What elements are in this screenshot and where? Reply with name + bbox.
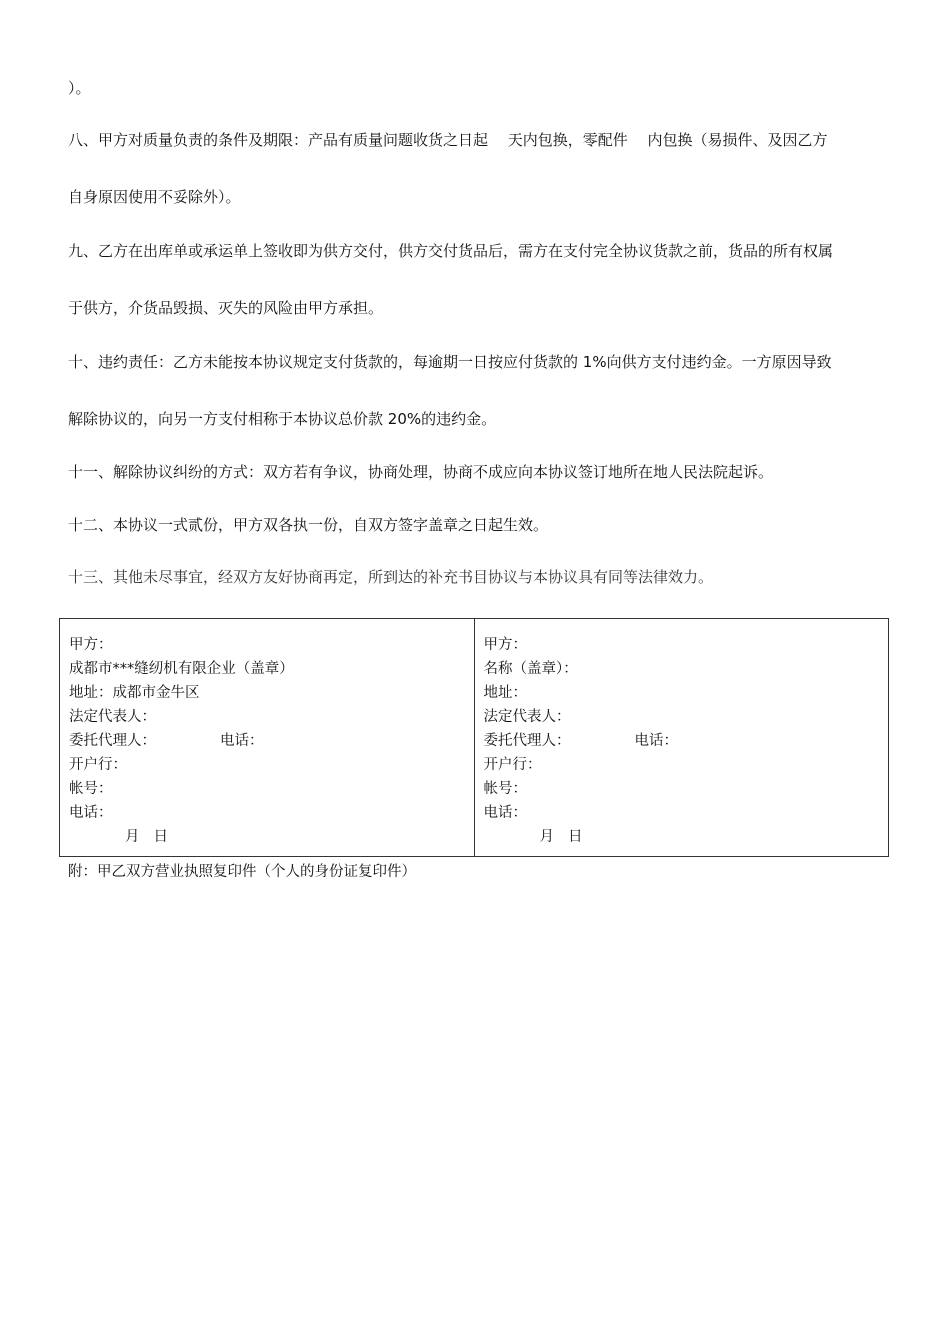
left-month: 月	[125, 829, 140, 845]
left-party-column	[60, 619, 474, 856]
left-phone: 电话：	[69, 805, 113, 821]
right-day: 日	[568, 829, 583, 845]
left-legal-rep: 法定代表人：	[69, 709, 156, 725]
clause-10-line1: 十、违约责任：乙方未能按本协议规定支付货款的，每逾期一日按应付货款的 1%向供方支付违约金。一方原因导致	[68, 353, 832, 371]
right-date	[484, 825, 889, 849]
left-date	[69, 825, 474, 849]
clause-12: 十二、本协议一式贰份，甲方双各执一份，自双方签字盖章之日起生效。	[68, 516, 549, 534]
right-name: 名称（盖章）：	[483, 661, 578, 677]
left-party-label: 甲方：	[69, 637, 113, 653]
left-bank: 开户行：	[69, 757, 127, 773]
right-address: 地址：	[483, 685, 527, 701]
signature-table	[59, 618, 889, 857]
right-agent-row	[484, 729, 889, 753]
clause-11: 十一、解除协议纠纷的方式：双方若有争议，协商处理，协商不成应向本协议签订地所在地人民法院起诉。	[68, 463, 774, 481]
left-day: 日	[153, 829, 168, 845]
right-phone: 电话：	[483, 805, 527, 821]
left-company: 成都市***缝纫机有限企业（盖章）	[69, 661, 294, 677]
right-month: 月	[539, 829, 554, 845]
clause-13: 十三、其他未尽事宜，经双方友好协商再定，所到达的补充书目协议与本协议具有同等法律效力。	[68, 568, 714, 586]
clause-8-line1: 八、甲方对质量负责的条件及期限：产品有质量问题收货之日起 天内包换，零配件 内包换（易损件、及因乙方	[68, 131, 828, 149]
clause-9-line1: 九、乙方在出库单或承运单上签收即为供方交付，供方交付货品后，需方在支付完全协议货款之前，货品的所有权属	[68, 242, 834, 260]
right-account: 帐号：	[483, 781, 527, 797]
clause-7-end: ）。	[68, 79, 91, 97]
left-account: 帐号：	[69, 781, 113, 797]
left-address: 地址：成都市金牛区	[69, 685, 200, 701]
right-party-label: 甲方：	[483, 637, 527, 653]
right-party-column	[474, 619, 889, 856]
right-agent: 委托代理人：	[483, 733, 571, 749]
right-bank: 开户行：	[483, 757, 542, 773]
left-agent: 委托代理人：	[69, 733, 156, 749]
left-agent-phone: 电话：	[220, 733, 264, 749]
right-legal-rep: 法定代表人：	[483, 709, 571, 725]
clause-10-line2: 解除协议的，向另一方支付相称于本协议总价款 20%的违约金。	[68, 410, 497, 428]
left-agent-row	[69, 729, 474, 753]
right-agent-phone: 电话：	[634, 733, 678, 749]
clause-9-line2: 于供方，介货品毁损、灭失的风险由甲方承担。	[68, 299, 384, 317]
clause-8-line2: 自身原因使用不妥除外）。	[68, 188, 241, 206]
appendix-note: 附：甲乙双方营业执照复印件（个人的身份证复印件）	[68, 864, 416, 880]
